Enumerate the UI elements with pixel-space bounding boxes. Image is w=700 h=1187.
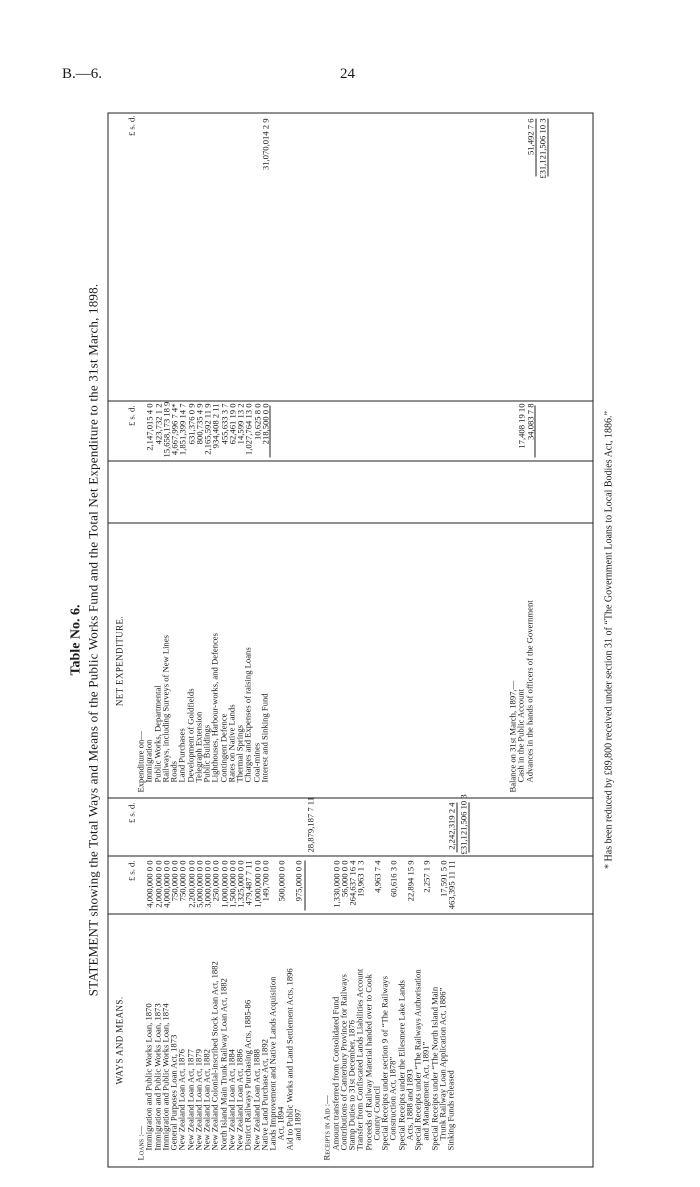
expenditure-item-label: Rates on Native Lands bbox=[226, 704, 237, 783]
expenditure-item-label: Immigration bbox=[143, 739, 154, 783]
loan-item-label: New Zealand Loan Act, 1879 bbox=[193, 1049, 204, 1151]
receipt-item-label: Trunk Railway Loan Application Act, 1886” bbox=[437, 987, 448, 1141]
loan-item-label: New Zealand Loan Act, 1882 bbox=[201, 1049, 212, 1151]
loan-item-amount: 1,500,000 0 0 bbox=[227, 860, 238, 908]
receipt-item-label: Transfer from Confiscated Lands Liabilities Account bbox=[354, 968, 365, 1151]
ways-grand-total: £31,121,506 10 3 bbox=[458, 794, 469, 855]
footnote: * Has been reduced by £89,800 received under section 31 of “The Government Loans to Local Bodies Act, 1886.” bbox=[603, 411, 615, 869]
receipts-label: Receipts in Aid :— bbox=[321, 1095, 332, 1161]
expenditure-item-amount: 14,599 13 2 bbox=[235, 403, 246, 445]
expenditure-item-amount: 934,408 2 11 bbox=[210, 403, 221, 449]
loan-item-amount: 2,200,000 0 0 bbox=[186, 860, 196, 908]
document-reference: B.—6. bbox=[62, 66, 103, 82]
loan-item-amount: 4,000,000 0 0 bbox=[144, 860, 155, 908]
column-rule bbox=[109, 914, 593, 915]
receipt-item-amount: 463,395 11 11 bbox=[446, 860, 457, 910]
column-rule bbox=[109, 461, 593, 462]
loan-item-label: Native Land Purchase Act, 1892 bbox=[259, 1039, 270, 1151]
total-double-rule bbox=[469, 803, 470, 853]
loan-item-label: New Zealand Loan Act, 1876 bbox=[176, 1049, 187, 1151]
expenditure-item-label: Contingent Defence bbox=[218, 713, 228, 783]
loan-item-label: Immigration and Public Works Loan, 1873 bbox=[152, 1003, 162, 1151]
expenditure-item-label: Thermal Springs bbox=[234, 724, 245, 783]
loan-item-amount: 1,000,000 0 0 bbox=[219, 860, 229, 908]
loans-label: Loans :— bbox=[135, 1125, 146, 1161]
currency-unit-label: £ s. d. bbox=[126, 405, 137, 427]
subtotal-rule bbox=[534, 406, 535, 458]
column-rule bbox=[109, 798, 593, 799]
expenditure-item-label: Lighthouses, Harbour-works, and Defences bbox=[209, 633, 220, 783]
total-rule bbox=[535, 119, 536, 177]
expenditure-item-amount: 2,147,015 4 0 bbox=[144, 403, 155, 451]
total-rule bbox=[457, 803, 458, 853]
expenditure-grand-total: £31,121,506 10 3 bbox=[537, 118, 548, 179]
loan-item-label: and 1897 bbox=[292, 1108, 303, 1141]
expenditure-item-amount: 15,658,173 18 9 bbox=[161, 401, 172, 458]
receipt-item-label: Sinking Funds released bbox=[445, 1070, 456, 1151]
loan-item-amount: 750,000 0 0 bbox=[169, 860, 180, 902]
receipt-item-label: County Council bbox=[371, 1085, 382, 1141]
balance-total: 51,492 7 6 bbox=[525, 118, 535, 156]
loan-item-label: New Zealand Loan Act, 1877 bbox=[185, 1049, 195, 1151]
balance-item-amount: 34,083 7 8 bbox=[525, 403, 535, 441]
expenditure-item-amount: 1,851,399 14 7 bbox=[177, 403, 188, 456]
expenditure-item-label: Charges and Expenses of raising Loans bbox=[242, 647, 253, 783]
expenditure-item-amount: 423,732 1 2 bbox=[153, 403, 163, 445]
balance-item-label: Cash in the Public Account bbox=[515, 688, 526, 783]
loan-item-label: North Island Main Trunk Railway Loan Act, 1882 bbox=[218, 978, 228, 1151]
subtotal-rule bbox=[270, 406, 271, 458]
expenditure-label: Expenditure on— bbox=[135, 731, 146, 793]
loan-item-label: New Zealand Loan Act, 1886 bbox=[234, 1049, 245, 1151]
currency-unit-label: £ s. d. bbox=[126, 802, 137, 824]
receipt-item-label: Special Receipts under the Ellesmere Lake Lands bbox=[396, 980, 407, 1151]
receipt-item-amount: 19,963 1 3 bbox=[355, 860, 366, 898]
expenditure-item-amount: 631,376 0 9 bbox=[186, 403, 196, 445]
currency-unit-label: £ s. d. bbox=[126, 115, 137, 137]
expenditure-item-label: Development of Goldfields bbox=[185, 688, 195, 783]
expenditure-item-amount: 800,735 4 9 bbox=[194, 403, 205, 445]
receipt-item-amount: 17,591 5 0 bbox=[438, 860, 449, 898]
loan-item-amount: 750,000 0 0 bbox=[177, 860, 188, 902]
loan-item-amount: 149,700 0 0 bbox=[260, 860, 271, 902]
expenditure-item-amount: 10,625 8 0 bbox=[252, 403, 262, 441]
balance-item-amount: 17,408 19 10 bbox=[516, 403, 527, 449]
table-number: Table No. 6. bbox=[68, 604, 84, 676]
loan-item-amount: 250,000 0 0 bbox=[210, 860, 221, 902]
expenditure-item-label: Railways, including Surveys of New Lines bbox=[160, 634, 171, 783]
loan-item-label: General Purposes Loan Act, 1873 bbox=[168, 1034, 179, 1151]
expenditure-item-label: Interest and Sinking Fund bbox=[259, 693, 270, 783]
net-expenditure-heading: NET EXPENDITURE. bbox=[114, 615, 125, 707]
receipt-item-label: Special Receipts under “The Railways Authorisation bbox=[412, 969, 423, 1151]
ways-and-means-table bbox=[108, 113, 594, 1168]
receipt-item-label: Contributions of Canterbury Province for Railways bbox=[338, 974, 349, 1151]
receipt-item-label: Proceeds of Railway Material handed over to Cook bbox=[363, 974, 374, 1151]
expenditure-item-amount: 455,633 3 7 bbox=[219, 403, 229, 445]
page-number: 24 bbox=[340, 66, 355, 82]
receipt-item-label: Stamp Duties to 31st December, 1876 bbox=[346, 1020, 357, 1151]
table-statement-title: STATEMENT showing the Total Ways and Means of the Public Works Fund and the Total Net Expenditure to the 31st March, 1898. bbox=[85, 283, 101, 997]
column-rule bbox=[109, 856, 593, 857]
loan-item-label: Act, 1894 bbox=[275, 1106, 286, 1141]
expenditure-item-label: Coal-mines bbox=[251, 742, 261, 783]
currency-unit-label: £ s. d. bbox=[126, 860, 137, 882]
expenditure-item-amount: 218,500 0 0 bbox=[260, 403, 271, 445]
loan-item-amount: 3,000,000 0 0 bbox=[202, 860, 213, 908]
loan-item-amount: 500,000 0 0 bbox=[276, 860, 287, 902]
loan-item-label: New Zealand Colonial-inscribed Stock Loan Act, 1882 bbox=[209, 961, 220, 1151]
loan-item-amount: 1,000,000 0 0 bbox=[252, 860, 262, 908]
loan-item-amount: 5,000,000 0 0 bbox=[194, 860, 205, 908]
receipt-item-label: Acts, 1888 and 1893 bbox=[404, 1069, 415, 1141]
receipt-item-amount: 2,257 1 9 bbox=[421, 860, 432, 893]
expenditure-item-amount: 2,165,592 11 9 bbox=[202, 403, 213, 455]
receipt-item-amount: 4,963 7 4 bbox=[372, 860, 383, 893]
receipt-item-amount: 60,616 3 0 bbox=[388, 860, 399, 898]
balance-label: Balance on 31st March, 1897,— bbox=[507, 680, 518, 793]
receipt-item-label: Construction Act, 1878” bbox=[387, 1056, 398, 1141]
loan-item-label: Immigration and Public Works Loan, 1874 bbox=[160, 1003, 171, 1151]
balance-item-label: Advances in the hands of officers of the Government bbox=[524, 600, 534, 783]
loan-item-amount: 1,325,000 0 0 bbox=[235, 860, 246, 908]
expenditure-item-label: Land Purchases bbox=[176, 728, 187, 783]
receipt-item-label: Special Receipts under “The North Island Main bbox=[429, 986, 440, 1151]
expenditure-item-label: Public Works, Departmental bbox=[152, 685, 162, 783]
loans-total: 28,879,187 7 11 bbox=[305, 796, 316, 853]
receipt-item-amount: 56,000 0 0 bbox=[339, 860, 350, 898]
loan-item-label: New Zealand Loan Act, 1884 bbox=[226, 1049, 237, 1151]
expenditure-item-label: Roads bbox=[168, 761, 179, 783]
receipt-item-label: and Management Act, 1891” bbox=[420, 1041, 431, 1141]
expenditure-item-amount: 62,461 19 0 bbox=[227, 403, 238, 445]
receipt-item-amount: 22,894 15 9 bbox=[405, 860, 416, 902]
rotated-table-page bbox=[68, 113, 634, 1168]
total-double-rule bbox=[547, 119, 548, 177]
expenditure-item-amount: 1,027,764 13 0 bbox=[243, 403, 254, 456]
receipts-total: 2,242,319 2 4 bbox=[446, 802, 457, 850]
loan-item-label: New Zealand Loan Act, 1888 bbox=[251, 1049, 261, 1151]
loan-item-amount: 975,000 0 0 bbox=[293, 860, 304, 902]
receipt-item-label: Amount transferred from Consolidated Fund bbox=[330, 996, 341, 1151]
expenditure-item-label: Telegraph Extension bbox=[193, 711, 204, 783]
loan-item-amount: 4,000,000 0 0 bbox=[161, 860, 172, 908]
loan-item-label: Lands Improvement and Native Lands Acquisition bbox=[267, 976, 278, 1151]
receipt-item-amount: 1,330,000 0 0 bbox=[331, 860, 342, 908]
ways-and-means-heading: WAYS AND MEANS. bbox=[114, 996, 125, 1085]
expenditure-item-label: Public Buildings bbox=[201, 724, 212, 783]
column-rule bbox=[109, 523, 593, 524]
receipt-item-amount: 264,637 16 4 bbox=[347, 860, 358, 906]
expenditure-total: 31,070,014 2 9 bbox=[260, 118, 271, 171]
loan-item-label: District Railways Purchasing Acts, 1885-86 bbox=[242, 999, 253, 1151]
subtotal-rule bbox=[305, 861, 306, 911]
expenditure-item-amount: 4,667,996 7 4* bbox=[169, 403, 180, 456]
loan-item-label: Aid to Public Works and Land Settlement Acts, 1896 bbox=[284, 968, 294, 1151]
loan-item-amount: 479,487 7 11 bbox=[243, 860, 254, 906]
receipt-item-label: Special Receipts under section 9 of “The Railways bbox=[379, 976, 390, 1151]
loan-item-amount: 2,000,000 0 0 bbox=[153, 860, 163, 908]
loan-item-label: Immigration and Public Works Loan, 1870 bbox=[143, 1003, 154, 1151]
column-rule bbox=[109, 401, 593, 402]
